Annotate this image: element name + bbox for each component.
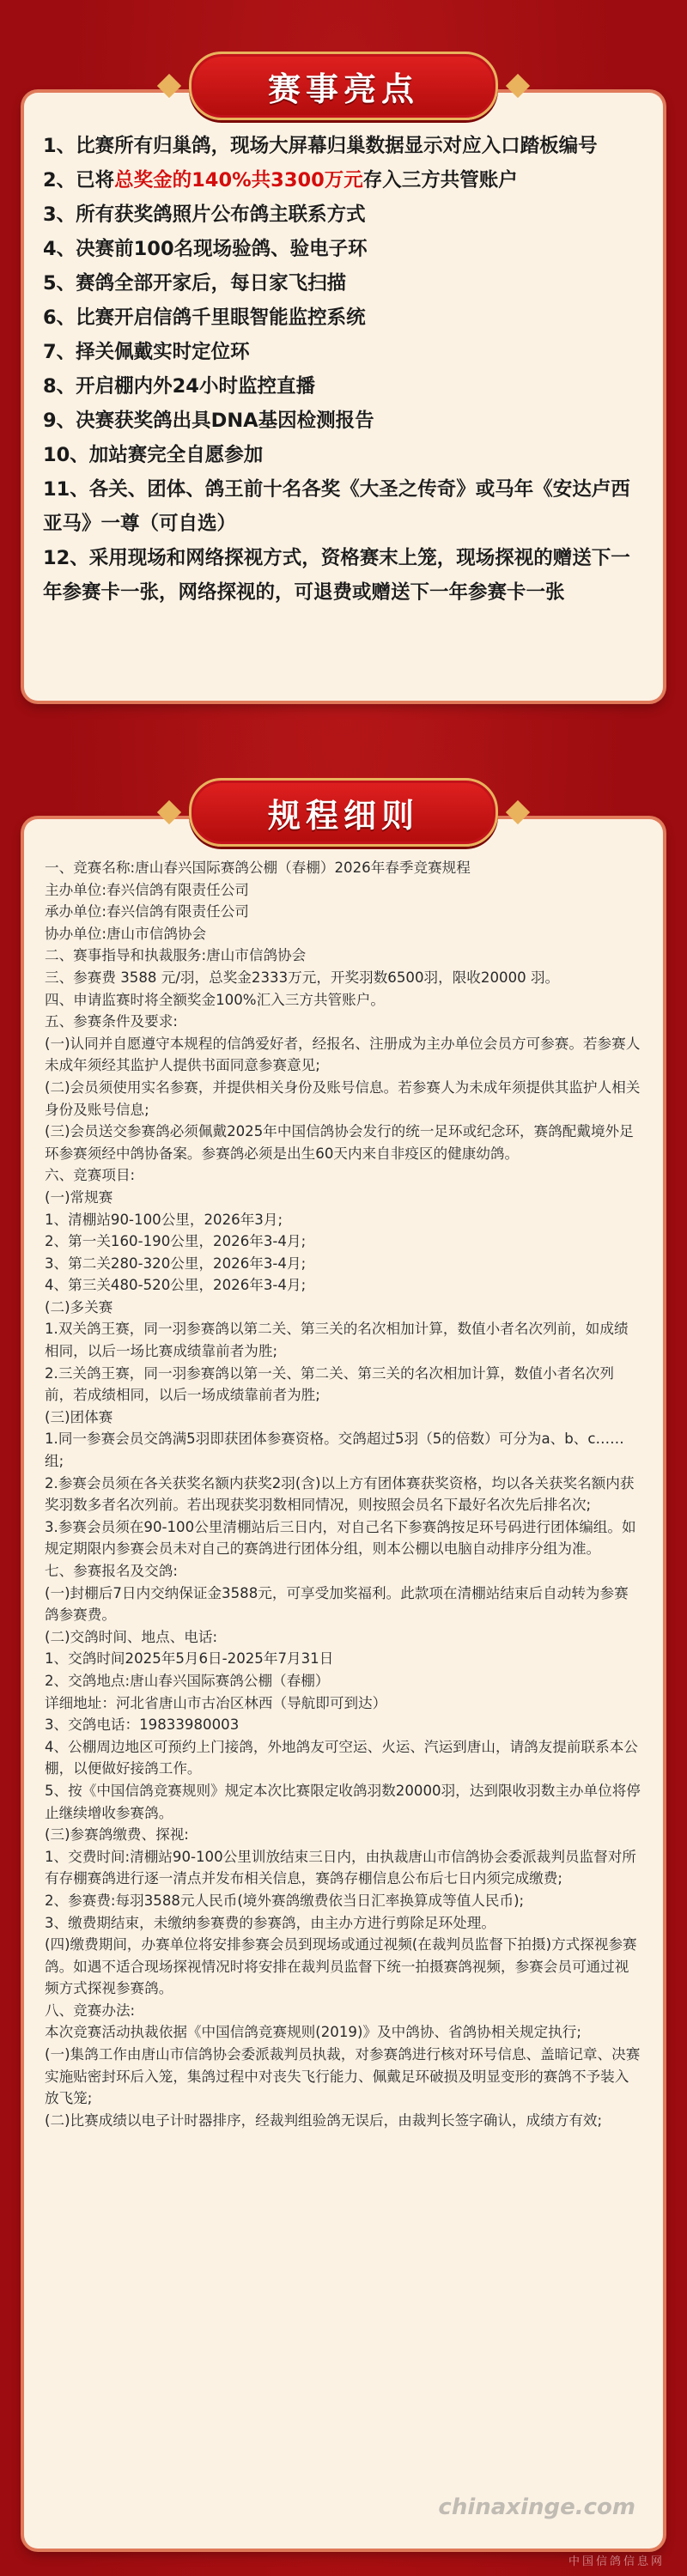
rule-line: (一)封棚后7日内交纳保证金3588元，可享受加奖福利。此款项在清棚站结束后自动转为参赛鸽参赛费。 bbox=[45, 1584, 629, 1624]
highlight-item bbox=[43, 301, 637, 335]
rule-line: 2.三关鸽王赛，同一羽参赛鸽以第一关、第二关、第三关的名次相加计算，数值小者名次列前，若成绩相同，以后一场成绩靠前者为胜; bbox=[45, 1364, 614, 1404]
highlight-item bbox=[43, 472, 637, 541]
rule-line: 1.双关鸽王赛，同一羽参赛鸽以第二关、第三关的名次相加计算，数值小者名次列前，如成绩相同，以后一场比赛成绩靠前者为胜; bbox=[45, 1321, 629, 1360]
highlight-item bbox=[43, 541, 637, 610]
rule-line: 4、公棚周边地区可预约上门接鸽，外地鸽友可空运、火运、汽运到唐山，请鸽友提前联系本公棚，以便做好接鸽工作。 bbox=[45, 1738, 638, 1777]
highlight-text: 9、决赛获奖鸽出具DNA基因检测报告 bbox=[43, 410, 374, 432]
rule-line: 3、第二关280-320公里，2026年3-4月; bbox=[45, 1255, 307, 1272]
highlight-emphasis: 总奖金的140%共3300万元 bbox=[114, 169, 363, 191]
rule-line: (二)交鸽时间、地点、电话: bbox=[45, 1628, 218, 1645]
rule-line: 2、参赛费:每羽3588元人民币(境外赛鸽缴费依当日汇率换算成等值人民币); bbox=[45, 1892, 525, 1909]
highlight-item bbox=[43, 163, 637, 197]
rule-line: 3、交鸽电话：19833980003 bbox=[45, 1716, 240, 1734]
highlights-list bbox=[43, 129, 637, 610]
highlight-text: 12、采用现场和网络探视方式，资格赛末上笼，现场探视的赠送下一年参赛卡一张，网络探视的，可退费或赠送下一年参赛卡一张 bbox=[43, 547, 630, 604]
rule-line: (二)会员须使用实名参赛，并提供相关身份及账号信息。若参赛人为未成年须提供其监护人相关身份及账号信息; bbox=[45, 1078, 641, 1118]
highlight-item bbox=[43, 438, 637, 472]
highlight-text: 7、择关佩戴实时定位环 bbox=[43, 341, 250, 363]
watermark: chinaxinge.com bbox=[438, 2494, 635, 2520]
highlight-item bbox=[43, 129, 637, 163]
rule-line: (三)会员送交参赛鸽必须佩戴2025年中国信鸽协会发行的统一足环或纪念环，赛鸽配戴境外足环参赛须经中鸽协备案。参赛鸽必须是出生60天内来自非疫区的健康幼鸽。 bbox=[45, 1123, 634, 1162]
rule-line: 五、参赛条件及要求: bbox=[45, 1013, 178, 1030]
rule-line: 一、竞赛名称:唐山春兴国际赛鸽公棚（春棚）2026年春季竞赛规程 bbox=[45, 860, 471, 876]
highlight-item bbox=[43, 266, 637, 301]
section1-title-wrap bbox=[0, 52, 687, 120]
rule-line: 1、交鸽时间2025年5月6日-2025年7月31日 bbox=[45, 1650, 334, 1668]
rule-line: 承办单位:春兴信鸽有限责任公司 bbox=[45, 903, 249, 920]
highlight-text: 11、各关、团体、鸽王前十名各奖《大圣之传奇》或马年《安达卢西亚马》一尊（可自选） bbox=[43, 478, 630, 535]
highlight-item bbox=[43, 197, 637, 232]
rules-text bbox=[45, 857, 641, 2131]
rule-line: 六、竞赛项目: bbox=[45, 1167, 136, 1184]
highlight-text: 6、比赛开启信鸽千里眼智能监控系统 bbox=[43, 307, 366, 329]
highlight-text: 4、决赛前100名现场验鸽、验电子环 bbox=[43, 238, 368, 260]
rule-line: 详细地址：河北省唐山市古冶区林西（导航即可到达） bbox=[45, 1694, 387, 1711]
rule-line: 主办单位:春兴信鸽有限责任公司 bbox=[45, 881, 249, 898]
highlight-item bbox=[43, 232, 637, 266]
highlight-item bbox=[43, 404, 637, 438]
footer-site-name: 中国信鸽信息网 bbox=[568, 2555, 665, 2568]
section1-title: 赛事亮点 bbox=[267, 70, 419, 108]
rule-line: 本次竞赛活动执裁依据《中国信鸽竞赛规则(2019)》及中鸽协、省鸽协相关规定执行; bbox=[45, 2024, 581, 2041]
rule-line: 四、申请监赛时将全额奖金100%汇入三方共管账户。 bbox=[45, 991, 385, 1008]
rule-line: 七、参赛报名及交鸽: bbox=[45, 1563, 178, 1579]
rules-panel bbox=[24, 819, 663, 2549]
highlights-panel bbox=[24, 93, 663, 701]
rule-line: (一)认同并自愿遵守本规程的信鸽爱好者，经报名、注册成为主办单位会员方可参赛。若参赛人未成年须经其监护人提供书面同意参赛意见; bbox=[45, 1035, 641, 1074]
rule-line: 3、缴费期结束，未缴纳参赛费的参赛鸽，由主办方进行剪除足环处理。 bbox=[45, 1914, 495, 1931]
rule-line: (三)团体赛 bbox=[45, 1408, 113, 1425]
rule-line: (三)参赛鸽缴费、探视: bbox=[45, 1826, 189, 1844]
rule-line: 3.参赛会员须在90-100公里清棚站后三日内，对自己名下参赛鸽按足环号码进行团体编组。如规定期限内参赛会员未对自己的赛鸽进行团体分组，则本公棚以电脑自动排序分组为准。 bbox=[45, 1518, 636, 1558]
rule-line: 1、交费时间:清棚站90-100公里训放结束三日内，由执裁唐山市信鸽协会委派裁判员监督对所有存棚赛鸽进行逐一清点并发布相关信息，赛鸽存棚信息公布后七日内须完成缴费; bbox=[45, 1848, 636, 1887]
highlight-text: 1、比赛所有归巢鸽，现场大屏幕归巢数据显示对应入口踏板编号 bbox=[43, 135, 598, 157]
rule-line: 1、清棚站90-100公里，2026年3月; bbox=[45, 1211, 283, 1228]
rule-line: (一)常规赛 bbox=[45, 1188, 113, 1206]
rule-line: 二、赛事指导和执裁服务:唐山市信鸽协会 bbox=[45, 947, 307, 964]
highlight-text-tail: 存入三方共管账户 bbox=[362, 169, 518, 191]
highlight-text: 10、加站赛完全自愿参加 bbox=[43, 444, 264, 466]
section2-title: 规程细则 bbox=[267, 796, 419, 835]
rule-line: 5、按《中国信鸽竞赛规则》规定本次比赛限定收鸽羽数20000羽，达到限收羽数主办单位将停止继续增收参赛鸽。 bbox=[45, 1782, 641, 1821]
highlight-text: 8、开启棚内外24小时监控直播 bbox=[43, 375, 315, 398]
rule-line: 4、第三关480-520公里，2026年3-4月; bbox=[45, 1277, 307, 1294]
rule-line: (二)多关赛 bbox=[45, 1298, 113, 1315]
rule-line: (二)比赛成绩以电子计时器排序，经裁判组验鸽无误后，由裁判长签字确认，成绩方有效; bbox=[45, 2111, 603, 2129]
rule-line: (一)集鸽工作由唐山市信鸽协会委派裁判员执裁，对参赛鸽进行核对环号信息、盖暗记章、决赛实施贴密封环后入笼，集鸽过程中对丧失飞行能力、佩戴足环破损及明显变形的赛鸽不予装入放飞笼; bbox=[45, 2046, 641, 2107]
highlight-text: 5、赛鸽全部开家后，每日家飞扫描 bbox=[43, 272, 347, 295]
rule-line: 2、交鸽地点:唐山春兴国际赛鸽公棚（春棚） bbox=[45, 1672, 330, 1689]
highlight-item bbox=[43, 335, 637, 369]
section1-title-banner bbox=[189, 52, 498, 120]
rule-line: 八、竞赛办法: bbox=[45, 2002, 136, 2019]
highlight-text: 2、已将 bbox=[43, 169, 115, 191]
rule-line: 协办单位:唐山市信鸽协会 bbox=[45, 925, 207, 942]
section2-title-banner bbox=[189, 778, 498, 847]
rule-line: 2、第一关160-190公里，2026年3-4月; bbox=[45, 1233, 307, 1250]
highlight-item bbox=[43, 369, 637, 404]
rule-line: 2.参赛会员须在各关获奖名额内获奖2羽(含)以上方有团体赛获奖资格，均以各关获奖名额内获奖羽数多者名次列前。若出现获奖羽数相同情况，则按照会员名下最好名次先后排名次; bbox=[45, 1474, 635, 1514]
section2-title-wrap bbox=[0, 778, 687, 847]
rule-line: (四)缴费期间，办赛单位将安排参赛会员到现场或通过视频(在裁判员监督下拍摄)方式探视参赛鸽。如遇不适合现场探视情况时将安排在裁判员监督下统一拍摄赛鸽视频，参赛会员可通过视频方式探视参赛鸽。 bbox=[45, 1936, 637, 1997]
rule-line: 三、参赛费 3588 元/羽，总奖金2333万元，开奖羽数6500羽，限收20000 羽。 bbox=[45, 969, 560, 986]
rule-line: 1.同一参赛会员交鸽满5羽即获团体参赛资格。交鸽超过5羽（5的倍数）可分为a、b、c……组; bbox=[45, 1431, 624, 1470]
highlight-text: 3、所有获奖鸽照片公布鸽主联系方式 bbox=[43, 204, 366, 226]
